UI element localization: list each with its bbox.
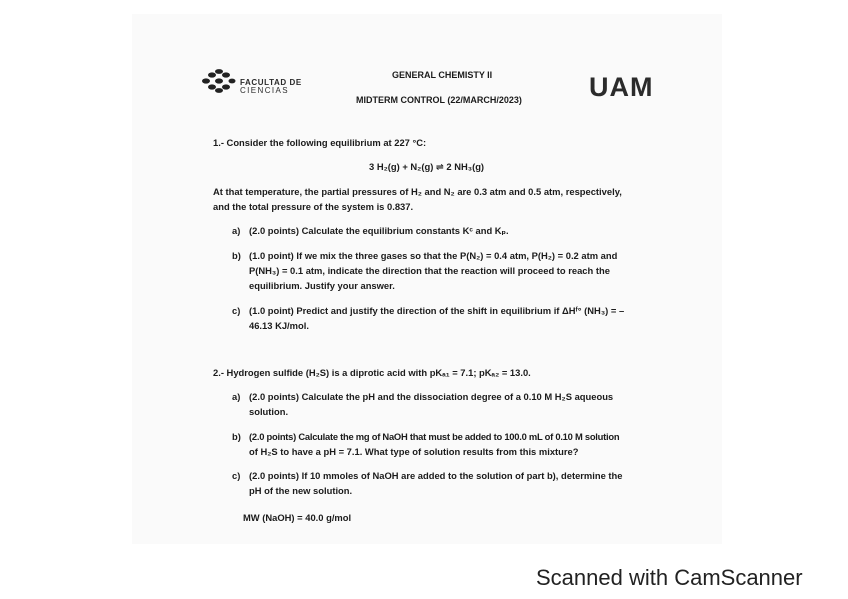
q1-b-line3: equilibrium. Justify your answer. [249,280,395,291]
q2-molecular-weight: MW (NaOH) = 40.0 g/mol [243,512,352,523]
q2-intro: 2.- Hydrogen sulfide (H₂S) is a diprotic acid with pKₐ₁ = 7.1; pKₐ₂ = 13.0. [213,367,531,378]
q1-equation: 3 H₂(g) + N₂(g) ⇌ 2 NH₃(g) [369,161,485,172]
faculty-line2: CIENCIAS [240,86,289,95]
q1-a-text: (2.0 points) Calculate the equilibrium constants Kᶜ and Kₚ. [249,225,509,236]
q1-context-line1: At that temperature, the partial pressures of H₂ and N₂ are 0.3 atm and 0.5 atm, respectively, [213,186,622,197]
q2-b-label: b) [232,431,241,442]
q1-intro: 1.- Consider the following equilibrium at 227 °C: [213,137,427,148]
course-title: GENERAL CHEMISTY II [392,70,493,80]
faculty-name [240,79,302,95]
q1-b-label: b) [232,250,241,261]
q2-b-line2: of H₂S to have a pH = 7.1. What type of solution results from this mixture? [249,446,579,457]
q2-c-line1: (2.0 points) If 10 mmoles of NaOH are added to the solution of part b), determine the [249,470,623,481]
q2-c-line2: pH of the new solution. [249,485,353,496]
faculty-line1: FACULTAD DE [240,78,302,87]
q1-b-line2: P(NH₃) = 0.1 atm, indicate the direction that the reaction will proceed to reach the [249,265,610,276]
university-logo: UAM [589,72,654,102]
faculty-emblem-icon [200,68,236,94]
q2-a-line1: (2.0 points) Calculate the pH and the dissociation degree of a 0.10 M H₂S aqueous [249,391,614,402]
faculty-logo [200,68,310,94]
q2-a-label: a) [232,391,241,402]
q1-c-line1: (1.0 point) Predict and justify the direction of the shift in equilibrium if ΔHᶠ° (NH₃) = – [249,305,625,316]
q1-context-line2: and the total pressure of the system is 0.837. [213,201,414,212]
q1-c-line2: 46.13 KJ/mol. [249,320,309,331]
q2-c-label: c) [232,470,241,481]
q1-c-label: c) [232,305,241,316]
q1-a-label: a) [232,225,241,236]
camscanner-watermark: Scanned with CamScanner [536,565,803,590]
q2-a-line2: solution. [249,406,289,417]
exam-title: MIDTERM CONTROL (22/MARCH/2023) [356,95,522,105]
q2-b-line1: (2.0 points) Calculate the mg of NaOH that must be added to 100.0 mL of 0.10 M solution [249,431,620,442]
q1-b-line1: (1.0 point) If we mix the three gases so that the P(N₂) = 0.4 atm, P(H₂) = 0.2 atm and [249,250,618,261]
